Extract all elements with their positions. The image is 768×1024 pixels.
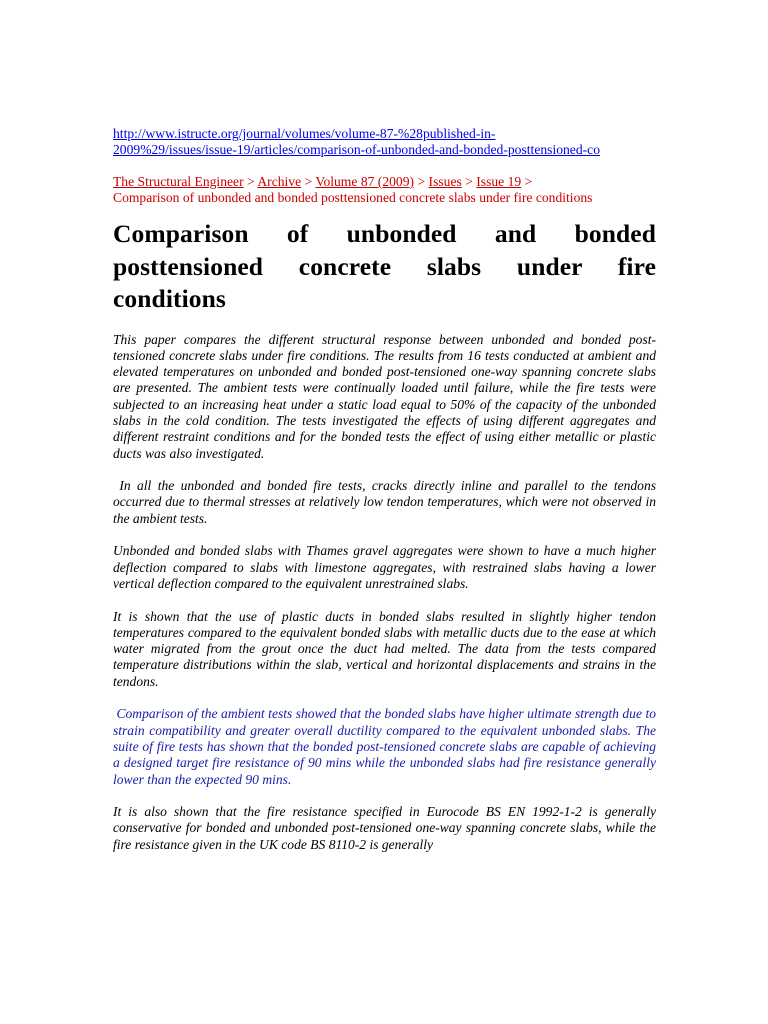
source-url-link-line-1[interactable]: http://www.istructe.org/journal/volumes/volume-87-%28published-in- (113, 126, 496, 141)
source-url (113, 126, 656, 158)
breadcrumb-separator: > (524, 174, 533, 189)
abstract-paragraph-3: Unbonded and bonded slabs with Thames gravel aggregates were shown to have a much higher deflection compared to slabs with limestone aggregates, with restrained slabs having a lower vertical deflection compared to the equivalent unrestrained slabs. (113, 543, 656, 591)
breadcrumb (113, 174, 656, 206)
breadcrumb-separator: > (465, 174, 477, 189)
abstract-paragraph-2: In all the unbonded and bonded fire tests, cracks directly inline and parallel to the tendons occurred due to thermal stresses at relatively low tendon temperatures, which were not observed in the ambient tests. (113, 478, 656, 526)
breadcrumb-current: Comparison of unbonded and bonded posttensioned concrete slabs under fire conditions (113, 190, 593, 205)
breadcrumb-link-volume[interactable]: Volume 87 (2009) (315, 174, 415, 189)
breadcrumb-separator: > (247, 174, 258, 189)
breadcrumb-link-archive[interactable]: Archive (257, 174, 302, 189)
abstract-paragraph-5: Comparison of the ambient tests showed that the bonded slabs have higher ultimate strength due to strain compatibility and greater overall ductility compared to the equivalent unbonded slabs. The suite of fire tests has shown that the bonded post-tensioned concrete slabs are capable of achieving a designed target fire resistance of 90 mins while the unbonded slabs had fire resistance generally lower than the expected 90 mins. (113, 706, 656, 787)
breadcrumb-separator: > (417, 174, 429, 189)
abstract-paragraph-4: It is shown that the use of plastic ducts in bonded slabs resulted in slightly higher tendon temperatures compared to the equivalent bonded slabs with metallic ducts due to the ease at which water migrated from the grout once the duct had melted. The data from the tests compared temperature distributions within the slab, vertical and horizontal displacements and strains in the tendons. (113, 608, 656, 689)
abstract-paragraph-6: It is also shown that the fire resistance specified in Eurocode BS EN 1992-1-2 is generally conservative for bonded and unbonded post-tensioned one-way spanning concrete slabs, while the fire resistance given in the UK code BS 8110-2 is generally (113, 804, 656, 852)
document-page (113, 126, 656, 869)
article-title: Comparison of unbonded and bonded posttensioned concrete slabs under fire conditions (113, 219, 656, 313)
breadcrumb-link-issue[interactable]: Issue 19 (476, 174, 522, 189)
breadcrumb-separator: > (304, 174, 316, 189)
breadcrumb-link-the-structural-engineer[interactable]: The Structural Engineer (113, 174, 244, 189)
abstract-paragraph-1: This paper compares the different structural response between unbonded and bonded post-tensioned concrete slabs under fire conditions. The results from 16 tests conducted at ambient and elevated temperatures on unbonded and bonded post-tensioned one-way spanning concrete slabs are presented. The ambient tests were continually loaded until failure, while the fire tests were subjected to an increasing heat under a static load equal to 50% of the capacity of the unbonded slabs in the cold condition. The tests investigated the effects of using different aggregates and different restraint conditions and for the bonded tests the effect of using either metallic or plastic ducts was also investigated. (113, 331, 656, 461)
breadcrumb-link-issues[interactable]: Issues (428, 174, 462, 189)
source-url-link-line-2[interactable]: 2009%29/issues/issue-19/articles/comparison-of-unbonded-and-bonded-posttensioned-co (113, 142, 600, 157)
